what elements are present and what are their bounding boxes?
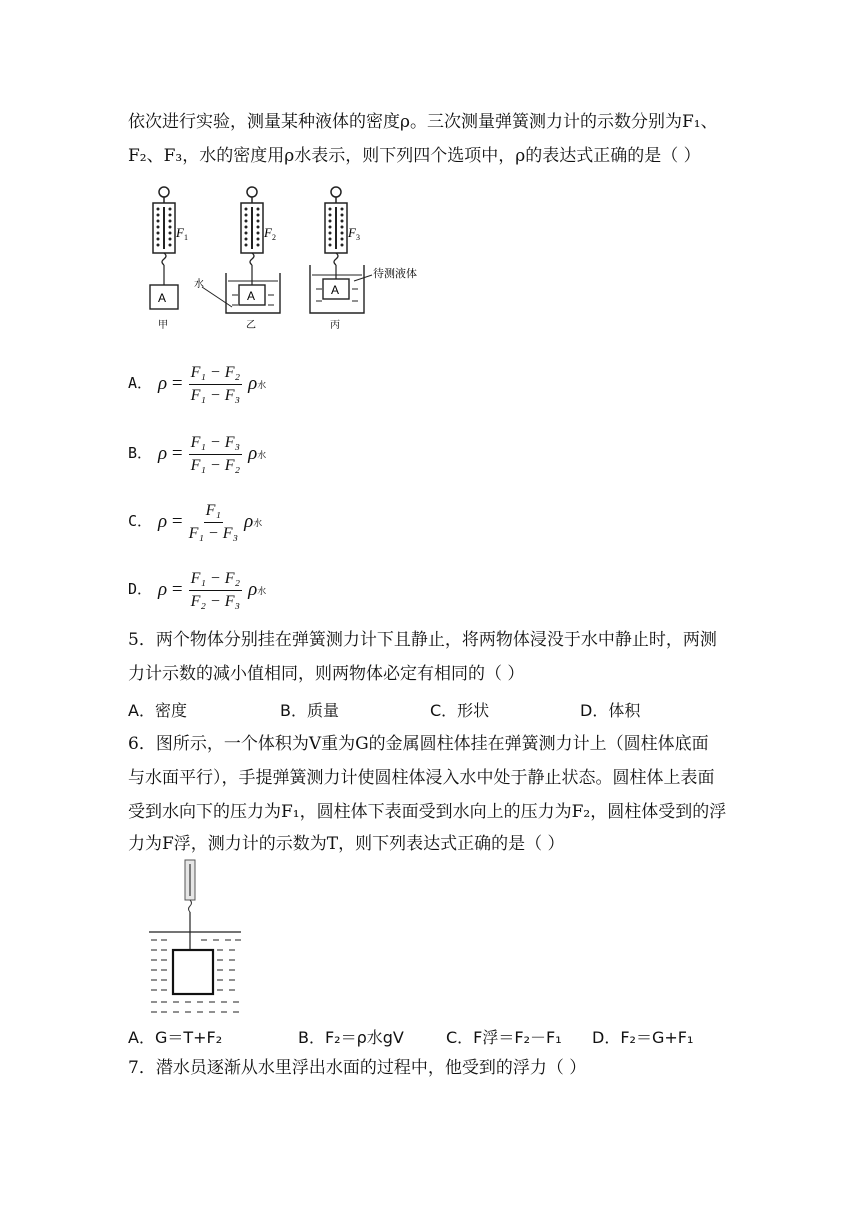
intro-line-2: F₂、F₃，水的密度用ρ水表示，则下列四个选项中，ρ的表达式正确的是（ ） — [128, 146, 701, 166]
option-d-formula: ρ = $\frac{\text{F₁ − F₂}}{\text{F₂ − F₃}}$ ρ 水 — [158, 569, 267, 610]
q5-choice-b[interactable]: B．质量 — [280, 701, 339, 720]
option-c-denominator: F₁ − F₃ — [188, 524, 239, 542]
q5-choice-d[interactable]: D．体积 — [580, 701, 641, 720]
label-jia: 甲 — [158, 320, 168, 331]
spring-scale-figure — [140, 185, 470, 335]
block-a-2: A — [247, 289, 256, 303]
option-a-numerator: F₁ − F₂ — [189, 364, 242, 385]
label-f1-sub: 1 — [184, 233, 188, 242]
option-b-label: B． — [128, 444, 153, 462]
option-d-numerator: F₁ − F₂ — [189, 570, 242, 591]
label-yi: 乙 — [246, 320, 256, 331]
label-f3-sub: 3 — [356, 233, 360, 242]
cylinder-water-figure — [145, 858, 245, 1016]
option-b-formula: ρ = $\frac{\text{F₁ − F₃}}{\text{F₁ − F₂}}$ ρ 水 — [158, 433, 267, 474]
q6-choice-c[interactable]: C．F浮＝F₂－F₁ — [446, 1028, 562, 1047]
block-a-1: A — [158, 291, 167, 305]
label-f2: F — [264, 225, 272, 240]
option-d-denominator: F₂ − F₃ — [190, 592, 241, 610]
label-liquid: 待测液体 — [373, 267, 417, 280]
option-c-numerator: F₁ — [204, 502, 223, 523]
label-f2-sub: 2 — [272, 233, 276, 242]
label-f1: F — [176, 225, 184, 240]
option-d-label: D． — [128, 580, 153, 598]
option-b-numerator: F₁ − F₃ — [189, 434, 242, 455]
q5-choice-a[interactable]: A．密度 — [128, 701, 187, 720]
label-water: 水 — [194, 279, 204, 290]
q5-line-2: 力计示数的减小值相同，则两物体必定有相同的（ ） — [128, 664, 525, 684]
option-c-label: C． — [128, 512, 153, 530]
label-f3: F — [348, 225, 356, 240]
q6-choice-d[interactable]: D．F₂＝G+F₁ — [592, 1028, 694, 1047]
q5-choice-c[interactable]: C．形状 — [430, 701, 490, 720]
q6-line-1: 6．图所示，一个体积为V重为G的金属圆柱体挂在弹簧测力计上（圆柱体底面 — [128, 734, 709, 754]
q6-line-4: 力为F浮，测力计的示数为T，则下列表达式正确的是（ ） — [128, 834, 565, 854]
intro-line-1: 依次进行实验，测量某种液体的密度ρ。三次测量弹簧测力计的示数分别为F₁、 — [128, 112, 718, 132]
q6-line-2: 与水面平行），手提弹簧测力计使圆柱体浸入水中处于静止状态。圆柱体上表面 — [128, 768, 715, 788]
q6-choice-a[interactable]: A．G＝T+F₂ — [128, 1028, 223, 1047]
q6-choice-b[interactable]: B．F₂＝ρ水gV — [298, 1028, 404, 1047]
option-a-denominator: F₁ − F₃ — [190, 386, 241, 404]
q6-line-3: 受到水向下的压力为F₁，圆柱体下表面受到水向上的压力为F₂，圆柱体受到的浮 — [128, 802, 727, 822]
option-b-denominator: F₁ − F₂ — [190, 456, 241, 474]
q7-line-1: 7．潜水员逐渐从水里浮出水面的过程中，他受到的浮力（ ） — [128, 1058, 587, 1078]
spring-scale-2 — [202, 187, 280, 313]
spring-scale-3 — [310, 187, 372, 313]
option-a-formula: ρ = $\frac{\text{F₁ − F₂}}{\text{F₁ − F₃}}$ ρ 水 — [158, 363, 267, 404]
block-a-3: A — [331, 283, 340, 297]
label-bing: 丙 — [330, 320, 340, 331]
option-a-label: A． — [128, 374, 153, 392]
option-c-formula: ρ = $\frac{\text{F₁}}{\text{F₁ − F₃}}$ ρ 水 — [158, 501, 263, 542]
q5-line-1: 5．两个物体分别挂在弹簧测力计下且静止，将两物体浸没于水中静止时，两测 — [128, 630, 717, 650]
